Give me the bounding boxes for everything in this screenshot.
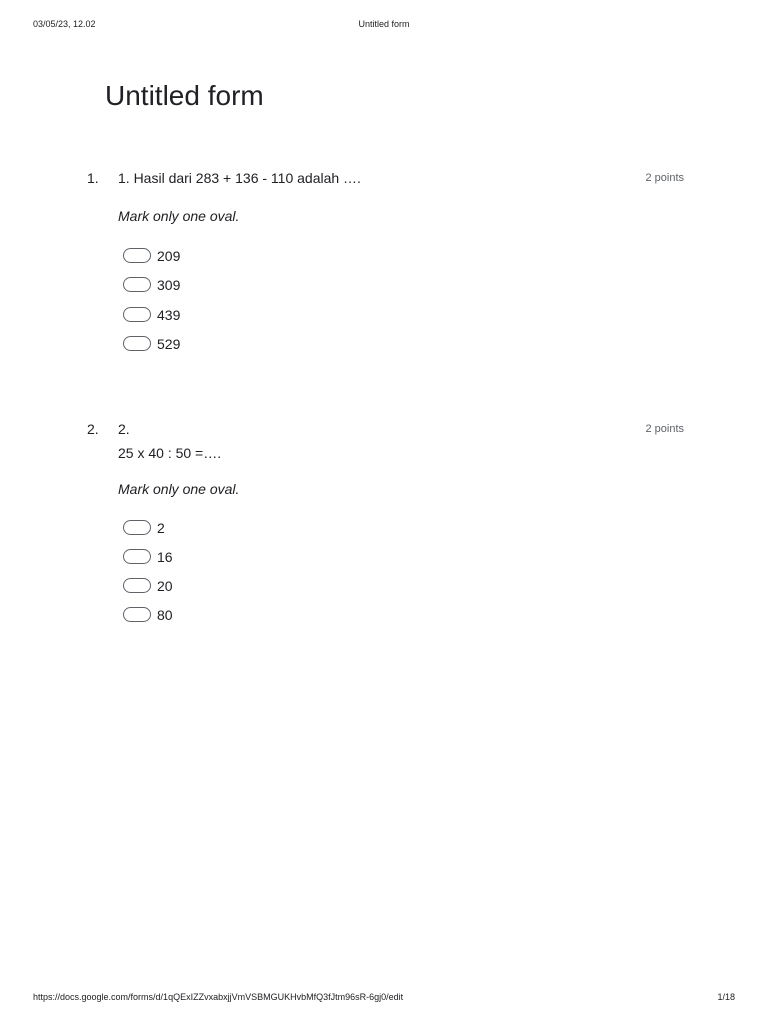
form-title: Untitled form <box>105 80 264 111</box>
option-item[interactable] <box>123 276 323 294</box>
question-number: 1. <box>87 170 99 186</box>
question-text-line1: 2. <box>118 421 130 437</box>
radio-oval[interactable] <box>123 277 151 292</box>
print-footer <box>33 992 735 1004</box>
radio-oval[interactable] <box>123 307 151 322</box>
option-item[interactable] <box>123 306 323 324</box>
radio-oval[interactable] <box>123 520 151 535</box>
option-label: 2 <box>157 520 165 536</box>
option-label: 529 <box>157 336 181 352</box>
print-title: Untitled form <box>358 19 410 29</box>
radio-oval[interactable] <box>123 578 151 593</box>
question-instruction: Mark only one oval. <box>118 208 240 224</box>
option-item[interactable] <box>123 548 323 566</box>
option-label: 20 <box>157 578 173 594</box>
option-item[interactable] <box>123 335 323 353</box>
question-text: 1. Hasil dari 283 + 136 - 110 adalah …. <box>118 170 361 186</box>
radio-oval[interactable] <box>123 248 151 263</box>
option-item[interactable] <box>123 606 323 624</box>
option-label: 439 <box>157 307 181 323</box>
radio-oval[interactable] <box>123 336 151 351</box>
option-label: 209 <box>157 248 181 264</box>
page-url: https://docs.google.com/forms/d/1qQExIZZvxabxjjVmVSBMGUKHvbMfQ3fJtm96sR-6gj0/edit <box>33 992 404 1002</box>
radio-oval[interactable] <box>123 549 151 564</box>
option-label: 80 <box>157 607 173 623</box>
question-text-line2: 25 x 40 : 50 =…. <box>118 445 222 461</box>
option-item[interactable] <box>123 577 323 595</box>
print-header <box>33 19 735 31</box>
question-instruction: Mark only one oval. <box>118 481 240 497</box>
radio-oval[interactable] <box>123 607 151 622</box>
option-label: 309 <box>157 277 181 293</box>
page-number: 1/18 <box>717 992 735 1002</box>
print-date: 03/05/23, 12.02 <box>33 19 96 29</box>
option-label: 16 <box>157 549 173 565</box>
question-points: 2 points <box>645 423 684 435</box>
option-item[interactable] <box>123 519 323 537</box>
question-number: 2. <box>87 421 99 437</box>
option-item[interactable] <box>123 247 323 265</box>
question-points: 2 points <box>645 172 684 184</box>
